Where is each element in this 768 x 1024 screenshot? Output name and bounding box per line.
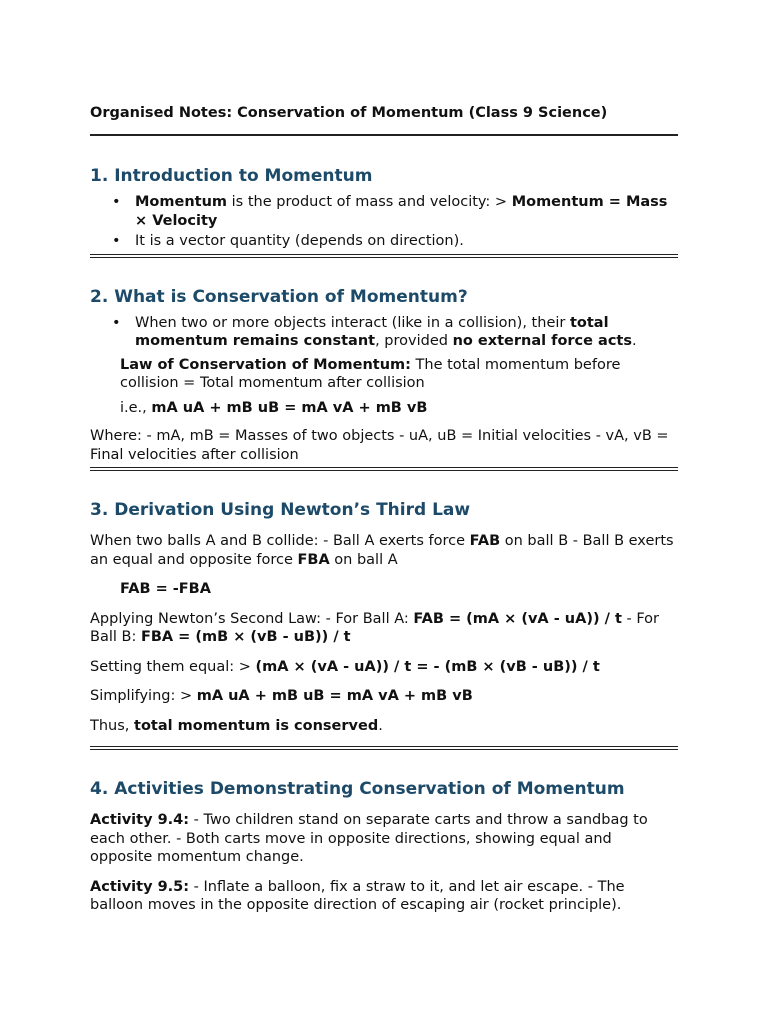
- document-title: Organised Notes: Conservation of Momentum (Class 9 Science): [90, 104, 678, 136]
- list-item: • When two or more objects interact (like in a collision), their total momentum remains constant, provided no external force acts.: [90, 314, 678, 351]
- where-definitions: Where: - mA, mB = Masses of two objects - uA, uB = Initial velocities - vA, vB = Final velocities after collision: [90, 428, 669, 463]
- setting-equal-step: Setting them equal: > (mA × (vA - uA)) / t = - (mB × (vB - uB)) / t: [90, 658, 600, 675]
- section-2-list: [90, 314, 678, 351]
- activity-9-5: Activity 9.5: - Inflate a balloon, fix a straw to it, and let air escape. - The balloon moves in the opposite direction of escaping air (rocket principle).: [90, 878, 625, 913]
- document-content: [90, 104, 678, 915]
- list-item: • Momentum is the product of mass and velocity: > Momentum = Mass × Velocity: [90, 193, 678, 230]
- section-divider: [90, 467, 678, 471]
- section-divider: [90, 746, 678, 750]
- section-3-heading: 3. Derivation Using Newton’s Third Law: [90, 500, 471, 520]
- conclusion: Thus, total momentum is conserved.: [90, 717, 383, 734]
- derivation-intro: When two balls A and B collide: - Ball A exerts force FAB on ball B - Ball B exerts an equal and opposite force FBA on ball A: [90, 533, 674, 568]
- simplifying-step: Simplifying: > mA uA + mB uB = mA vA + mB vB: [90, 688, 473, 704]
- list-item: • It is a vector quantity (depends on direction).: [90, 232, 678, 251]
- law-statement: Law of Conservation of Momentum: The total momentum before collision = Total momentum after collision: [120, 356, 621, 391]
- section-2-heading: 2. What is Conservation of Momentum?: [90, 286, 468, 307]
- section-4-heading: 4. Activities Demonstrating Conservation of Momentum: [90, 779, 625, 799]
- third-law-equation: FAB = -FBA: [120, 581, 211, 597]
- section-1-heading: 1. Introduction to Momentum: [90, 166, 373, 186]
- activity-9-4: Activity 9.4: - Two children stand on separate carts and throw a sandbag to each other. - Both carts move in opposite directions, showing equal and opposite momentum change.: [90, 812, 648, 865]
- section-1-list: [90, 193, 678, 251]
- section-divider: [90, 254, 678, 258]
- second-law-step: Applying Newton’s Second Law: - For Ball A: FAB = (mA × (vA - uA)) / t - For Ball B: FBA = (mB × (vB - uB)) / t: [90, 610, 660, 645]
- law-equation: i.e., mA uA + mB uB = mA vA + mB vB: [120, 399, 428, 416]
